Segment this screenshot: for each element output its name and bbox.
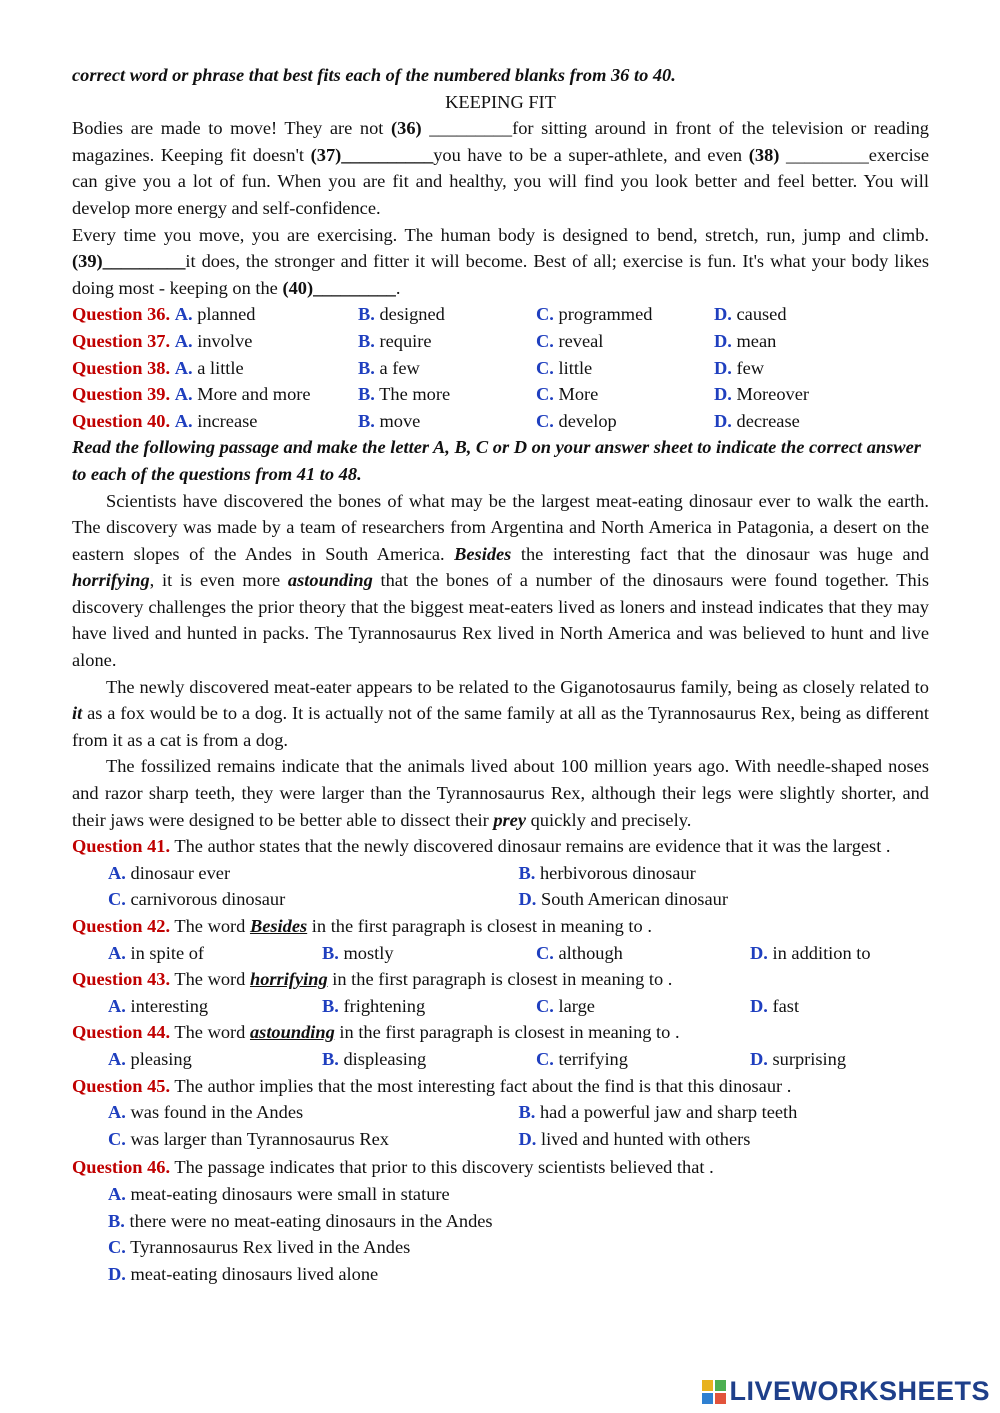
- option-c[interactable]: terrifying: [558, 1048, 628, 1069]
- option-b[interactable]: herbivorous dinosaur: [539, 862, 696, 883]
- option-a[interactable]: involve: [197, 330, 253, 351]
- option-a[interactable]: pleasing: [130, 1048, 192, 1069]
- liveworksheets-logo: [702, 1376, 990, 1407]
- option-a[interactable]: in spite of: [130, 942, 205, 963]
- question-row: Question 39. A. More and more B. The more C. More D. Moreover: [72, 384, 810, 405]
- option-c[interactable]: reveal: [558, 330, 604, 351]
- option-c[interactable]: programmed: [558, 304, 653, 325]
- option-a[interactable]: was found in the Andes: [130, 1102, 304, 1123]
- question-44-options: A. pleasing B. displeasing C. terrifying D. surprising: [108, 1048, 847, 1069]
- option-d[interactable]: South American dinosaur: [541, 889, 728, 910]
- option-d[interactable]: caused: [736, 304, 787, 325]
- option-d[interactable]: Moreover: [736, 384, 810, 405]
- option-a[interactable]: increase: [197, 410, 258, 431]
- reading-instruction: Read the following passage and make the letter A, B, C or D on your answer sheet to indicate the correct answer to each of the questions from 41 to 48.: [72, 437, 921, 484]
- option-b[interactable]: The more: [379, 384, 451, 405]
- question-row: Question 40. A. increase B. move C. develop D. decrease: [72, 410, 800, 431]
- option-c[interactable]: develop: [558, 410, 617, 431]
- worksheet-page: [72, 62, 929, 1287]
- passage-title: KEEPING FIT: [445, 91, 556, 112]
- question-row: Question 37. A. involve B. require C. reveal D. mean: [72, 330, 777, 351]
- logo-icon: [702, 1380, 726, 1404]
- passage-paragraph-2: The newly discovered meat-eater appears to be related to the Giganotosaurus family, being as closely related to it as a fox would be to a dog. It is actually not of the same family at all as the Tyrannosaurus Rex, being as different from it as a cat is from a dog.: [72, 676, 929, 750]
- option-c[interactable]: Tyrannosaurus Rex lived in the Andes: [130, 1237, 411, 1258]
- option-b[interactable]: move: [379, 410, 421, 431]
- blank-38: (38): [748, 144, 780, 165]
- question-45-stem: Question 45. The author implies that the most interesting fact about the find is that this dinosaur .: [72, 1075, 792, 1096]
- question-46-option-c: C. Tyrannosaurus Rex lived in the Andes: [108, 1237, 411, 1258]
- option-a[interactable]: More and more: [197, 384, 311, 405]
- option-b[interactable]: require: [379, 330, 432, 351]
- option-c[interactable]: More: [558, 384, 599, 405]
- option-c[interactable]: although: [558, 942, 623, 963]
- option-a[interactable]: meat-eating dinosaurs were small in stature: [130, 1183, 450, 1204]
- cloze-instruction: correct word or phrase that best fits each of the numbered blanks from 36 to 40.: [72, 65, 676, 85]
- logo-text: LIVEWORKSHEETS: [729, 1376, 990, 1406]
- option-a[interactable]: dinosaur ever: [130, 862, 231, 883]
- blank-40: (40)_________: [282, 277, 396, 298]
- question-41-stem: Question 41. The author states that the newly discovered dinosaur remains are evidence that it was the largest .: [72, 836, 891, 857]
- option-c[interactable]: little: [558, 357, 593, 378]
- option-b[interactable]: a few: [379, 357, 420, 378]
- option-b[interactable]: mostly: [343, 942, 394, 963]
- question-41-options-row-1: A. dinosaur ever B. herbivorous dinosaur: [108, 862, 696, 883]
- question-45-options-row-2: C. was larger than Tyrannosaurus Rex D. lived and hunted with others: [108, 1128, 751, 1149]
- question-42-options: A. in spite of B. mostly C. although D. in addition to: [108, 942, 871, 963]
- question-46-option-b: B. there were no meat-eating dinosaurs in the Andes: [108, 1210, 493, 1231]
- question-41-options-row-2: C. carnivorous dinosaur D. South American dinosaur: [108, 889, 728, 910]
- option-a[interactable]: a little: [197, 357, 244, 378]
- option-b[interactable]: displeasing: [343, 1048, 427, 1069]
- blank-37: (37)__________: [310, 144, 434, 165]
- question-45-options-row-1: A. was found in the Andes B. had a powerful jaw and sharp teeth: [108, 1102, 798, 1123]
- option-d[interactable]: lived and hunted with others: [541, 1128, 751, 1149]
- question-row: Question 36. A. planned B. designed C. programmed D. caused: [72, 304, 787, 325]
- option-d[interactable]: in addition to: [772, 942, 871, 963]
- option-d[interactable]: fast: [772, 995, 800, 1016]
- option-b[interactable]: there were no meat-eating dinosaurs in the Andes: [129, 1210, 493, 1231]
- passage-paragraph-1: Scientists have discovered the bones of what may be the largest meat-eating dinosaur ever to walk the earth. The discovery was made by a team of researchers from Argentina and North America in Patagonia, a desert on the eastern slopes of the Andes in South America. Besides the interesting fact that the dinosaur was huge and horrifying, it is even more astounding that the bones of a number of the dinosaurs were found together. This discovery challenges the prior theory that the biggest meat-eaters lived as loners and instead indicates that they may have lived and hunted in packs. The Tyrannosaurus Rex lived in North America and was believed to hunt and live alone.: [72, 490, 929, 671]
- cloze-paragraph-2: Every time you move, you are exercising. The human body is designed to bend, stretch, run, jump and climb. (39)_________it does, the stronger and fitter it will become. Best of all; exercise is fun. It's what your body likes doing most - keeping on the (40)_________.: [72, 224, 929, 298]
- option-a[interactable]: interesting: [130, 995, 209, 1016]
- option-b[interactable]: had a powerful jaw and sharp teeth: [539, 1102, 798, 1123]
- question-46-stem: Question 46. The passage indicates that prior to this discovery scientists believed that .: [72, 1157, 714, 1178]
- option-a[interactable]: planned: [197, 304, 256, 325]
- blank-36: (36): [391, 118, 422, 139]
- option-b[interactable]: frightening: [343, 995, 426, 1016]
- option-d[interactable]: meat-eating dinosaurs lived alone: [130, 1263, 379, 1284]
- option-c[interactable]: large: [558, 995, 595, 1016]
- option-b[interactable]: designed: [379, 304, 445, 325]
- question-43-options: A. interesting B. frightening C. large D. fast: [108, 995, 800, 1016]
- option-d[interactable]: mean: [736, 330, 777, 351]
- passage-paragraph-3: The fossilized remains indicate that the animals lived about 100 million years ago. With needle-shaped noses and razor sharp teeth, they were larger than the Tyrannosaurus Rex, although their legs were slightly shorter, and their jaws were designed to be better able to dissect their prey quickly and precisely.: [72, 756, 929, 830]
- question-46-option-a: A. meat-eating dinosaurs were small in stature: [108, 1183, 450, 1204]
- question-row: Question 38. A. a little B. a few C. little D. few: [72, 357, 765, 378]
- cloze-paragraph-1: Bodies are made to move! They are not (36) _________for sitting around in front of the television or reading magazines. Keeping fit doesn't (37)__________you have to be a super-athlete, and even (38) _________exercise can give you a lot of fun. When you are fit and healthy, you will find you look better and feel better. You will develop more energy and self-confidence.: [72, 118, 929, 218]
- option-d[interactable]: decrease: [736, 410, 800, 431]
- blank-39: (39)_________: [72, 251, 186, 272]
- option-d[interactable]: few: [736, 357, 765, 378]
- question-42-stem: Question 42. The word Besides in the first paragraph is closest in meaning to .: [72, 916, 652, 936]
- question-46-option-d: D. meat-eating dinosaurs lived alone: [108, 1263, 379, 1284]
- question-43-stem: Question 43. The word horrifying in the first paragraph is closest in meaning to .: [72, 969, 673, 990]
- question-44-stem: Question 44. The word astounding in the first paragraph is closest in meaning to .: [72, 1022, 680, 1043]
- option-d[interactable]: surprising: [772, 1048, 847, 1069]
- option-c[interactable]: was larger than Tyrannosaurus Rex: [130, 1128, 390, 1149]
- option-c[interactable]: carnivorous dinosaur: [130, 889, 286, 910]
